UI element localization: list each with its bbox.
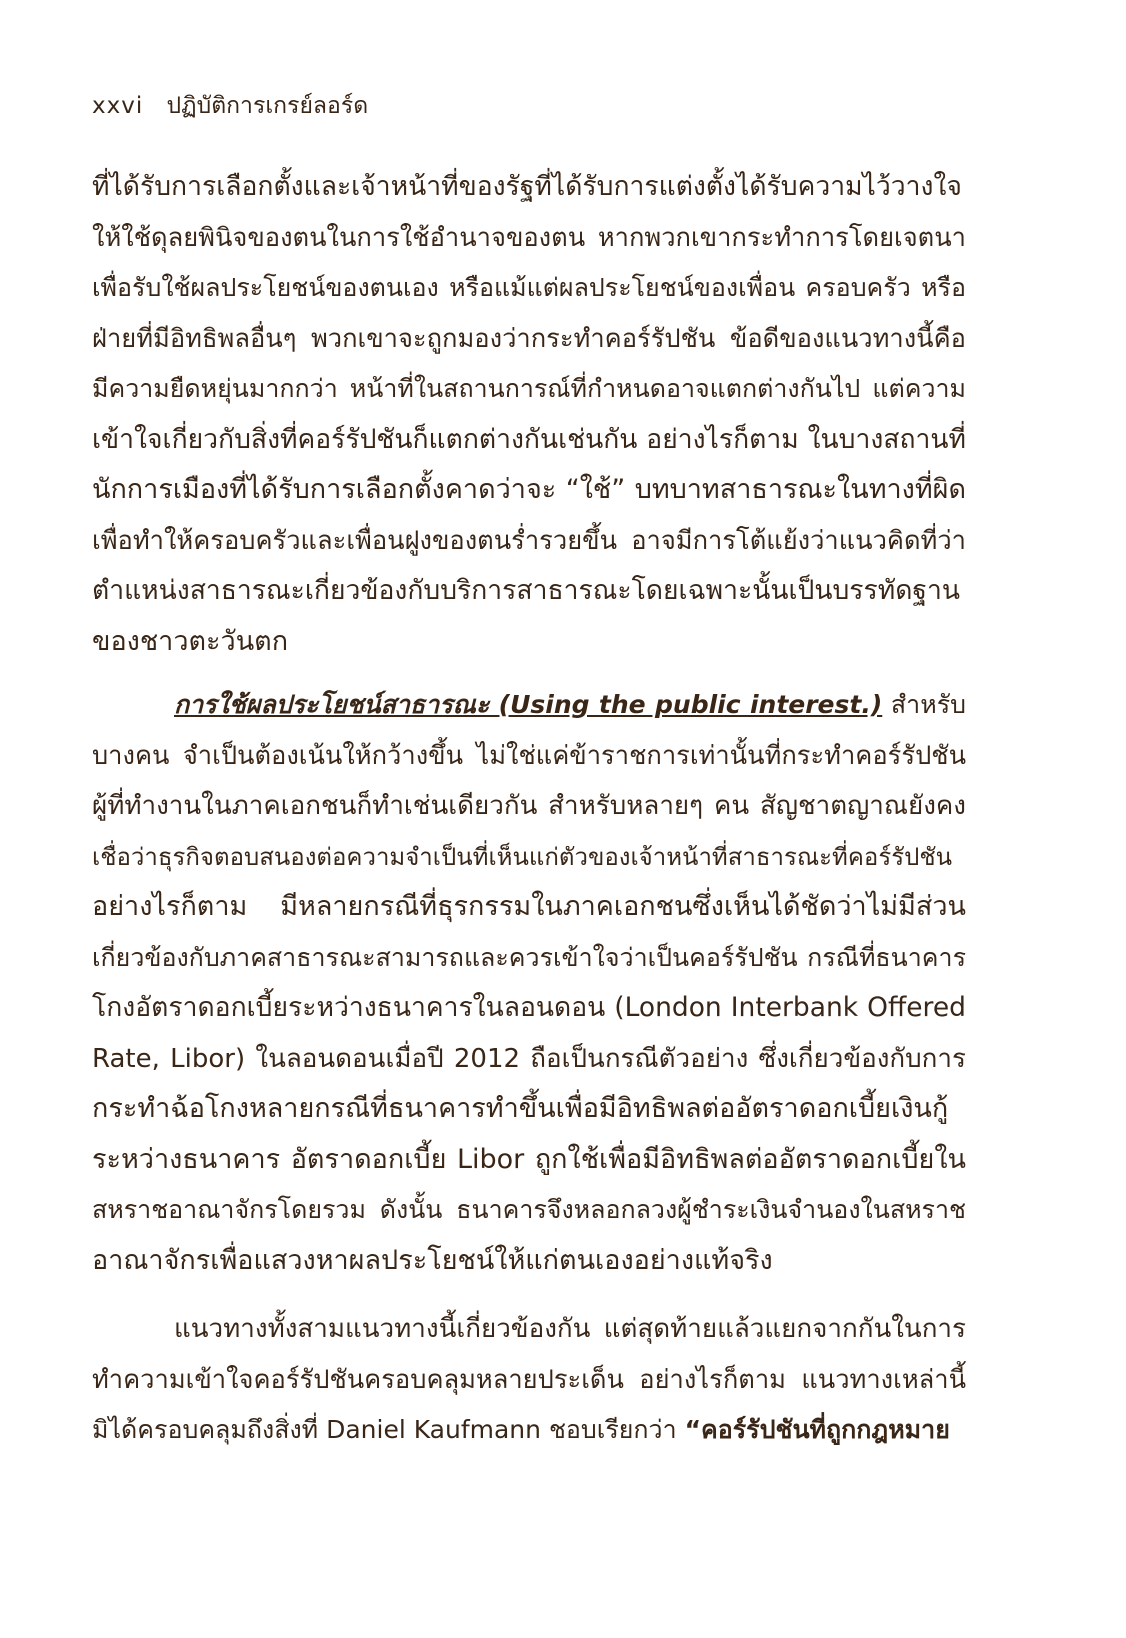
text-line xyxy=(92,473,966,507)
emphasized-term: “คอร์รัปชันที่ถูกกฎหมาย xyxy=(684,1415,950,1444)
text-line xyxy=(92,271,966,305)
text-run: เพื่อทำให้ครอบครัวและเพื่อนฝูงของตนร่ำรวยขึ้น อาจมีการโต้แย้งว่าแนวคิดที่ว่า xyxy=(92,525,966,556)
text-line xyxy=(92,574,960,608)
text-line xyxy=(92,991,966,1025)
text-run: ระหว่างธนาคาร อัตราดอกเบี้ย Libor ถูกใช้เพื่อมีอิทธิพลต่ออัตราดอกเบี้ยใน xyxy=(92,1143,966,1175)
text-line xyxy=(92,789,966,823)
text-run: เข้าใจเกี่ยวกับสิ่งที่คอร์รัปชันก็แตกต่างกันเช่นกัน อย่างไรก็ตาม ในบางสถานที่ xyxy=(92,423,966,455)
text-line xyxy=(92,1413,950,1447)
text-line xyxy=(92,524,966,558)
text-run: มีความยืดหยุ่นมากกว่า หน้าที่ในสถานการณ์ที่กำหนดอาจแตกต่างกันไป แต่ความ xyxy=(92,374,966,403)
page-number: xxvi xyxy=(92,93,144,119)
text-run: ทำความเข้าใจคอร์รัปชันครอบคลุมหลายประเด็น อย่างไรก็ตาม แนวทางเหล่านี้ xyxy=(92,1364,966,1395)
text-run: กระทำฉ้อโกงหลายกรณีที่ธนาคารทำขึ้นเพื่อมีอิทธิพลต่ออัตราดอกเบี้ยเงินกู้ xyxy=(92,1093,949,1124)
text-line xyxy=(92,1143,966,1177)
text-line xyxy=(174,1312,966,1346)
text-line xyxy=(92,170,962,204)
text-line xyxy=(92,890,966,924)
text-run: โกงอัตราดอกเบี้ยระหว่างธนาคารในลอนดอน (London Interbank Offered xyxy=(92,992,966,1023)
text-line xyxy=(92,625,288,659)
text-line xyxy=(92,840,952,874)
text-line xyxy=(92,1193,966,1227)
section-heading: การใช้ผลประโยชน์สาธารณะ (Using the public interest.) xyxy=(174,690,883,719)
text-line xyxy=(92,372,966,406)
text-line xyxy=(92,423,966,457)
text-run: สำหรับ xyxy=(882,690,966,719)
text-run: เพื่อรับใช้ผลประโยชน์ของตนเอง หรือแม้แต่ผลประโยชน์ของเพื่อน ครอบครัว หรือ xyxy=(92,273,966,302)
text-line xyxy=(92,1092,948,1126)
text-run: นักการเมืองที่ได้รับการเลือกตั้งคาดว่าจะ “ใช้” บทบาทสาธารณะในทางที่ผิด xyxy=(92,474,966,505)
text-run: ให้ใช้ดุลยพินิจของตนในการใช้อำนาจของตน หากพวกเขากระทำการโดยเจตนา xyxy=(92,222,966,253)
text-run: ฝ่ายที่มีอิทธิพลอื่นๆ พวกเขาจะถูกมองว่ากระทำคอร์รัปชัน ข้อดีของแนวทางนี้คือ xyxy=(92,323,966,354)
running-title: ปฏิบัติการเกรย์ลอร์ด xyxy=(166,93,369,119)
text-run: มิได้ครอบคลุมถึงสิ่งที่ Daniel Kaufmann ชอบเรียกว่า xyxy=(92,1415,685,1444)
text-run: ของชาวตะวันตก xyxy=(92,625,289,657)
text-run: อาณาจักรเพื่อแสวงหาผลประโยชน์ให้แก่ตนเองอย่างแท้จริง xyxy=(92,1244,773,1276)
text-run: Rate, Libor) ในลอนดอนเมื่อปี 2012 ถือเป็นกรณีตัวอย่าง ซึ่งเกี่ยวข้องกับการ xyxy=(92,1043,966,1074)
text-run: แนวทางทั้งสามแนวทางนี้เกี่ยวข้องกัน แต่สุดท้ายแล้วแยกจากกันในการ xyxy=(174,1314,966,1344)
text-run: สหราชอาณาจักรโดยรวม ดังนั้น ธนาคารจึงหลอกลวงผู้ชำระเงินจำนองในสหราช xyxy=(92,1195,966,1224)
text-line xyxy=(92,221,966,255)
text-run: อย่างไรก็ตาม มีหลายกรณีที่ธุรกรรมในภาคเอกชนซึ่งเห็นได้ชัดว่าไม่มีส่วน xyxy=(92,891,966,922)
text-run: ตำแหน่งสาธารณะเกี่ยวข้องกับบริการสาธารณะโดยเฉพาะนั้นเป็นบรรทัดฐาน xyxy=(92,575,961,606)
text-run: เกี่ยวข้องกับภาคสาธารณะสามารถและควรเข้าใจว่าเป็นคอร์รัปชัน กรณีที่ธนาคาร xyxy=(92,942,966,972)
text-run: ที่ได้รับการเลือกตั้งและเจ้าหน้าที่ของรัฐที่ได้รับการแต่งตั้งได้รับความไว้วางใจ xyxy=(92,171,962,202)
text-line xyxy=(92,1244,773,1278)
text-run: ผู้ที่ทำงานในภาคเอกชนก็ทำเช่นเดียวกัน สำหรับหลายๆ คน สัญชาตญาณยังคง xyxy=(92,791,966,821)
text-run: บางคน จำเป็นต้องเน้นให้กว้างขึ้น ไม่ใช่แค่ข้าราชการเท่านั้นที่กระทำคอร์รัปชัน xyxy=(92,740,966,771)
text-line xyxy=(174,688,966,722)
text-line xyxy=(92,941,966,975)
text-line xyxy=(92,739,966,773)
text-run: เชื่อว่าธุรกิจตอบสนองต่อความจำเป็นที่เห็นแก่ตัวของเจ้าหน้าที่สาธารณะที่คอร์รัปชัน xyxy=(92,842,953,871)
text-line xyxy=(92,322,966,356)
text-line xyxy=(92,1363,966,1397)
text-line xyxy=(92,1042,966,1076)
